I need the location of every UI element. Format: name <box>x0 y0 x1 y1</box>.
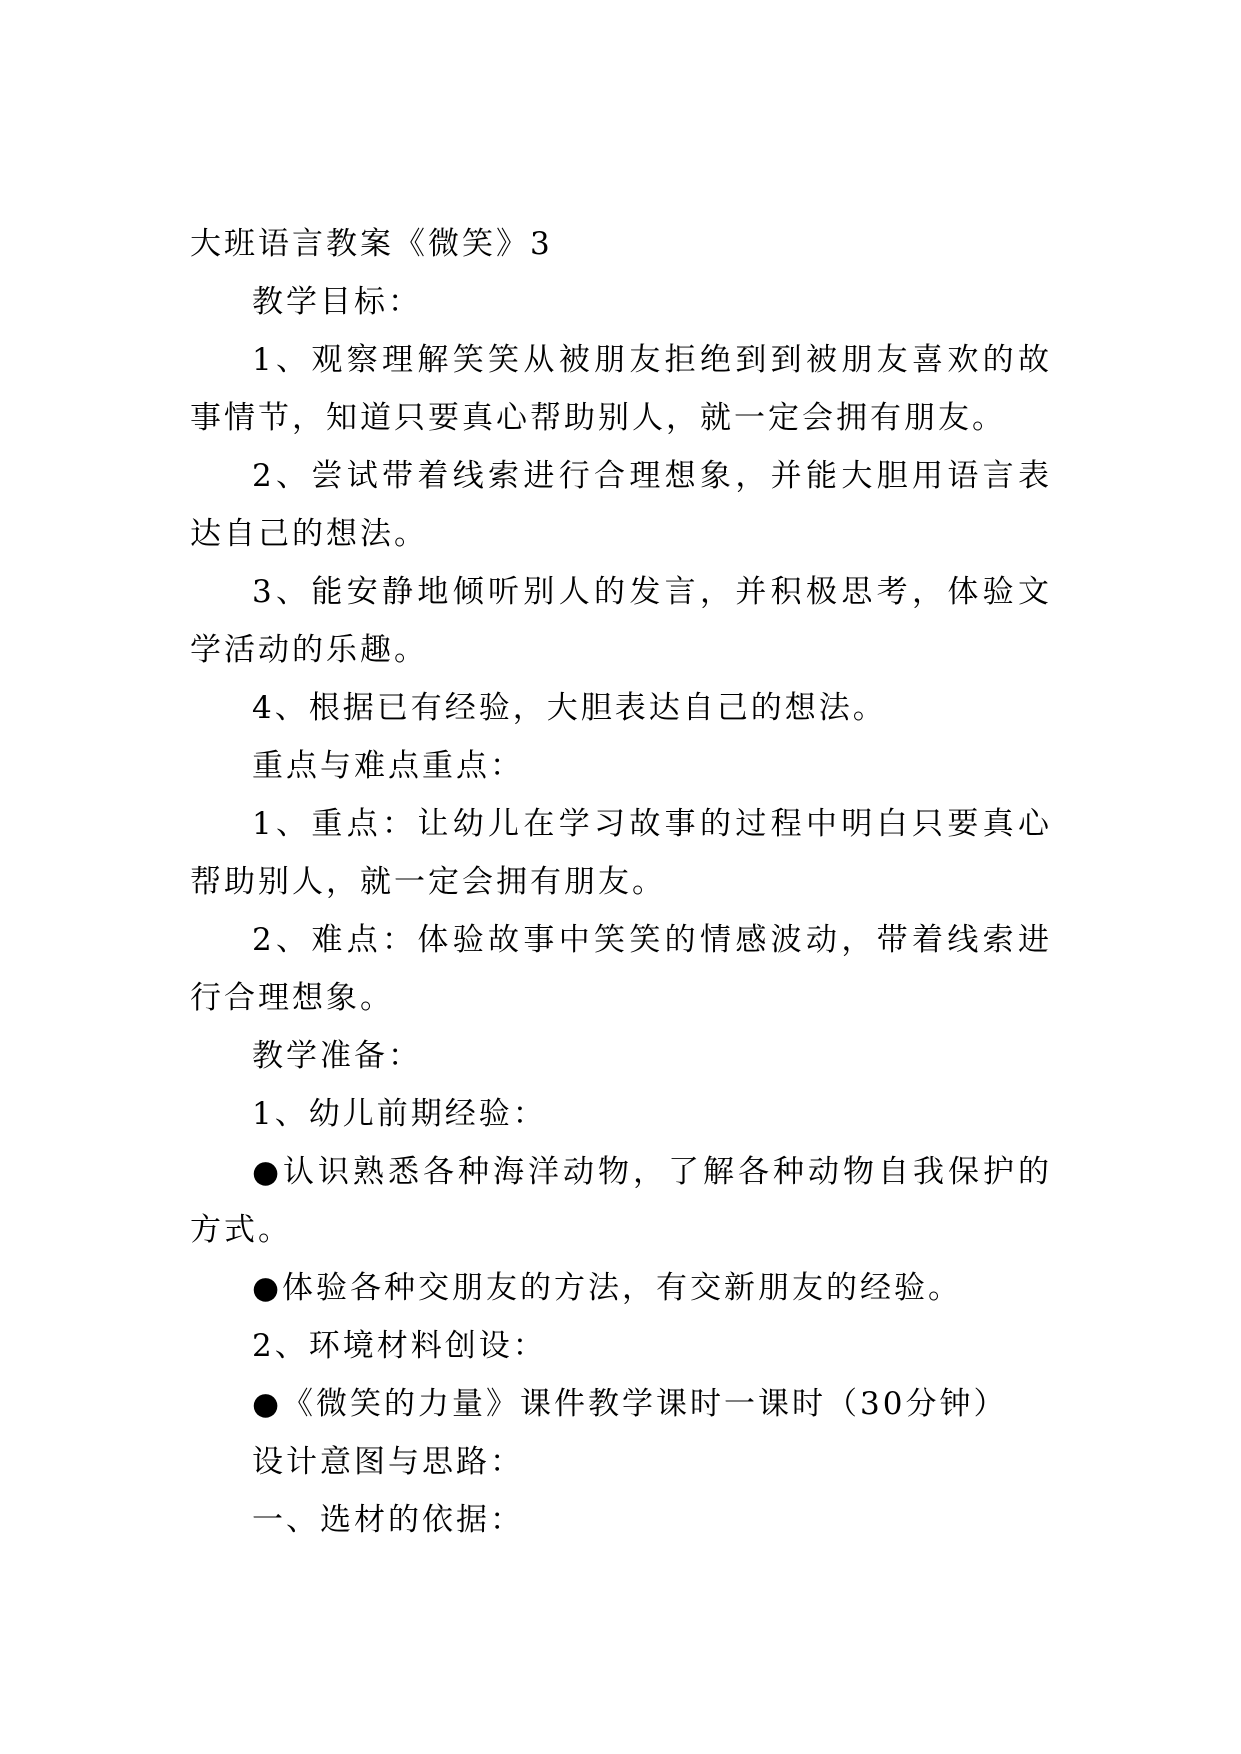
bullet-item-sea-animals: ●认识熟悉各种海洋动物，了解各种动物自我保护的方式。 <box>190 1154 1052 1248</box>
subsection-heading-material-basis: 一、选材的依据： <box>252 1502 524 1538</box>
bullet-item-making-friends: ●体验各种交朋友的方法，有交新朋友的经验。 <box>252 1270 963 1306</box>
preparation-item-2: 2、环境材料创设： <box>252 1328 547 1364</box>
goal-paragraph-2: 2、尝试带着线索进行合理想象，并能大胆用语言表达自己的想法。 <box>190 458 1052 552</box>
key-point-paragraph: 1、重点：让幼儿在学习故事的过程中明白只要真心帮助别人，就一定会拥有朋友。 <box>190 806 1052 900</box>
section-heading-teaching-goals: 教学目标： <box>252 284 422 320</box>
difficulty-paragraph: 2、难点：体验故事中笑笑的情感波动，带着线索进行合理想象。 <box>190 922 1052 1016</box>
goal-paragraph-1: 1、观察理解笑笑从被朋友拒绝到到被朋友喜欢的故事情节，知道只要真心帮助别人，就一定会拥有朋友。 <box>190 342 1052 436</box>
preparation-item-1: 1、幼儿前期经验： <box>252 1096 547 1132</box>
section-heading-key-points: 重点与难点重点： <box>252 748 524 784</box>
section-heading-preparation: 教学准备： <box>252 1038 422 1074</box>
bullet-item-courseware: ●《微笑的力量》课件教学课时一课时（30分钟） <box>252 1386 1008 1422</box>
document-title: 大班语言教案《微笑》3 <box>190 226 553 262</box>
goal-paragraph-4: 4、根据已有经验，大胆表达自己的想法。 <box>252 690 887 726</box>
document-body <box>190 215 1052 1549</box>
section-heading-design-intent: 设计意图与思路： <box>252 1444 524 1480</box>
goal-paragraph-3: 3、能安静地倾听别人的发言，并积极思考，体验文学活动的乐趣。 <box>190 574 1052 668</box>
